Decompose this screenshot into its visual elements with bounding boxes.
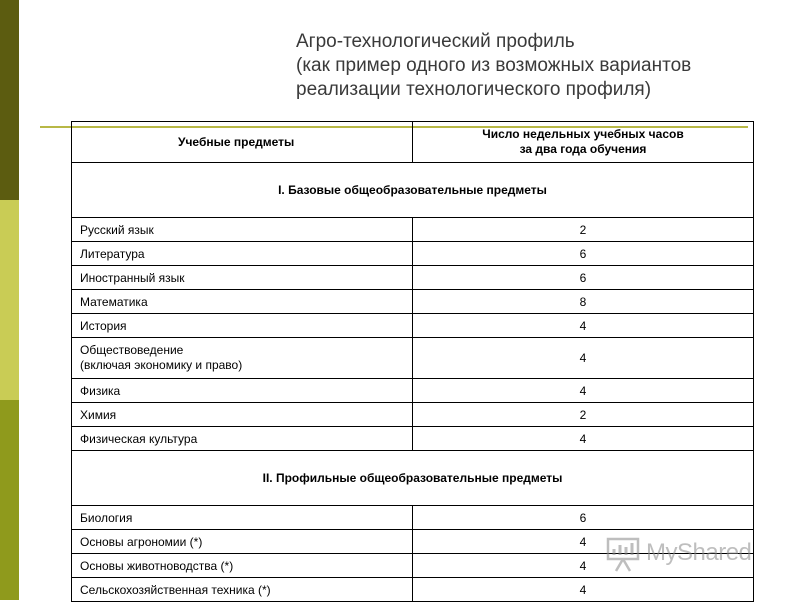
subject-cell: Русский язык <box>72 218 413 242</box>
hours-cell: 4 <box>413 578 754 602</box>
subject-cell: Биология <box>72 506 413 530</box>
subject-cell: Основы животноводства (*) <box>72 554 413 578</box>
header-hours-line-2: за два года обучения <box>519 142 647 156</box>
title-line-3: реализации технологического профиля) <box>296 79 652 100</box>
table-header-row <box>72 122 754 163</box>
title-line-1: Агро-технологический профиль <box>296 31 575 52</box>
table-row <box>72 266 754 290</box>
sidebar-band-bottom <box>0 400 19 600</box>
subject-line-2: (включая экономику и право) <box>80 358 243 372</box>
hours-cell: 6 <box>413 266 754 290</box>
watermark <box>606 535 766 575</box>
section-label: I. Базовые общеобразовательные предметы <box>72 163 754 218</box>
table-row <box>72 379 754 403</box>
section-row-basic <box>72 163 754 218</box>
sidebar-band-top <box>0 0 19 200</box>
table-row <box>72 218 754 242</box>
subject-line-1: Обществоведение <box>80 343 184 357</box>
subject-cell: Химия <box>72 403 413 427</box>
hours-cell: 4 <box>413 338 754 379</box>
hours-cell: 4 <box>413 554 754 578</box>
table-row <box>72 427 754 451</box>
hours-cell: 4 <box>413 314 754 338</box>
hours-cell: 4 <box>413 379 754 403</box>
hours-cell: 8 <box>413 290 754 314</box>
table-row <box>72 338 754 379</box>
subject-cell: История <box>72 314 413 338</box>
subject-cell: Физическая культура <box>72 427 413 451</box>
slide-title <box>296 30 796 102</box>
hours-cell: 6 <box>413 506 754 530</box>
header-hours <box>413 122 754 163</box>
presentation-board-icon <box>606 535 642 573</box>
table-row <box>72 578 754 602</box>
subject-cell <box>72 338 413 379</box>
hours-cell: 2 <box>413 403 754 427</box>
header-hours-line-1: Число недельных учебных часов <box>482 127 684 141</box>
table-row <box>72 314 754 338</box>
table-row <box>72 506 754 530</box>
subject-cell: Физика <box>72 379 413 403</box>
subject-cell: Литература <box>72 242 413 266</box>
table-row <box>72 242 754 266</box>
decorative-sidebar <box>0 0 19 600</box>
hours-cell: 6 <box>413 242 754 266</box>
watermark-text: MyShared <box>646 539 752 566</box>
hours-cell: 4 <box>413 427 754 451</box>
subject-cell: Иностранный язык <box>72 266 413 290</box>
hours-cell: 4 <box>413 530 754 554</box>
title-line-2: (как пример одного из возможных вариантов <box>296 55 692 76</box>
subject-cell: Математика <box>72 290 413 314</box>
header-subjects: Учебные предметы <box>72 122 413 163</box>
section-label: II. Профильные общеобразовательные предметы <box>72 451 754 506</box>
hours-cell: 2 <box>413 218 754 242</box>
section-row-profile <box>72 451 754 506</box>
sidebar-band-middle <box>0 200 19 400</box>
curriculum-table <box>71 121 754 602</box>
subject-cell: Основы агрономии (*) <box>72 530 413 554</box>
table-row <box>72 403 754 427</box>
subject-cell: Сельскохозяйственная техника (*) <box>72 578 413 602</box>
table-row <box>72 290 754 314</box>
